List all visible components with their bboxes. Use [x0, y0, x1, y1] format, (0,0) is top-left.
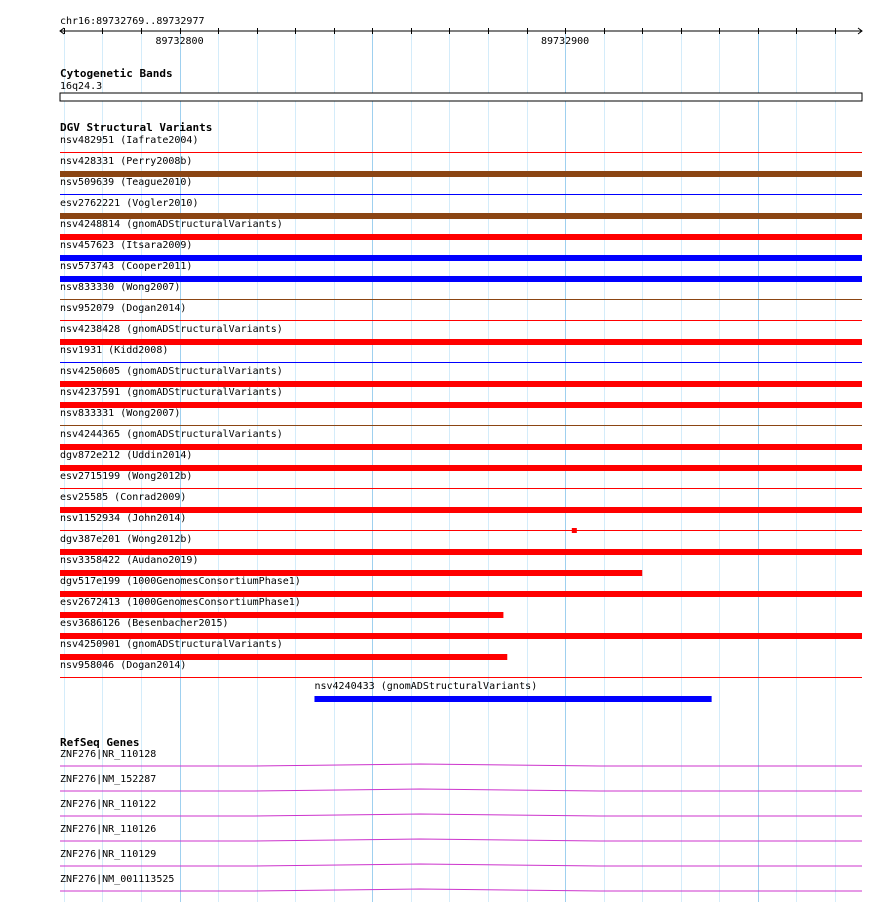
structural-variant-line — [60, 362, 862, 363]
structural-variant-label: nsv952079 (Dogan2014) — [60, 303, 187, 314]
structural-variant-label: nsv833330 (Wong2007) — [60, 282, 181, 293]
structural-variant-feature[interactable] — [60, 534, 862, 555]
dgv-structural-variants-track — [60, 121, 862, 702]
structural-variant-feature[interactable] — [60, 450, 862, 471]
refseq-gene-label: ZNF276|NM_152287 — [60, 774, 157, 785]
structural-variant-label: nsv4238428 (gnomADStructuralVariants) — [60, 324, 283, 335]
structural-variant-feature[interactable] — [60, 639, 507, 660]
cytogenetic-bands-title: Cytogenetic Bands — [60, 67, 173, 80]
structural-variant-line — [60, 488, 862, 489]
structural-variant-label: nsv4244365 (gnomADStructuralVariants) — [60, 429, 283, 440]
coordinate-ruler[interactable] — [60, 16, 862, 47]
structural-variant-label: dgv517e199 (1000GenomesConsortiumPhase1) — [60, 576, 301, 587]
structural-variant-label: esv3686126 (Besenbacher2015) — [60, 618, 229, 629]
structural-variant-line — [60, 194, 862, 195]
structural-variant-feature[interactable] — [60, 240, 862, 261]
structural-variant-label: nsv3358422 (Audano2019) — [60, 555, 199, 566]
structural-variant-line — [60, 425, 862, 426]
structural-variant-label: nsv958046 (Dogan2014) — [60, 660, 187, 671]
cytoband-feature[interactable] — [60, 93, 862, 101]
structural-variant-label: nsv428331 (Perry2008b) — [60, 156, 193, 167]
refseq-gene-label: ZNF276|NR_110129 — [60, 849, 157, 860]
ruler-major-label: 89732900 — [541, 36, 590, 47]
structural-variant-feature[interactable] — [60, 366, 862, 387]
structural-variant-bar — [314, 696, 711, 702]
structural-variant-line — [60, 152, 862, 153]
structural-variant-line — [60, 299, 862, 300]
structural-variant-label: nsv573743 (Cooper2011) — [60, 261, 193, 272]
structural-variant-label: nsv4237591 (gnomADStructuralVariants) — [60, 387, 283, 398]
structural-variant-label: dgv387e201 (Wong2012b) — [60, 534, 193, 545]
structural-variant-label: esv2672413 (1000GenomesConsortiumPhase1) — [60, 597, 301, 608]
structural-variant-label: nsv833331 (Wong2007) — [60, 408, 181, 419]
structural-variant-feature[interactable] — [60, 618, 862, 639]
structural-variant-feature[interactable] — [60, 597, 503, 618]
structural-variant-feature[interactable] — [60, 555, 642, 576]
structural-variant-label: nsv457623 (Itsara2009) — [60, 240, 193, 251]
structural-variant-label: nsv4250901 (gnomADStructuralVariants) — [60, 639, 283, 650]
refseq-gene-label: ZNF276|NM_001113525 — [60, 874, 175, 885]
structural-variant-bar — [572, 528, 577, 533]
structural-variant-label: esv2762221 (Vogler2010) — [60, 198, 199, 209]
structural-variant-label: nsv1152934 (John2014) — [60, 513, 187, 524]
structural-variant-label: nsv4248814 (gnomADStructuralVariants) — [60, 219, 283, 230]
structural-variant-label: nsv1931 (Kidd2008) — [60, 345, 169, 356]
structural-variant-feature[interactable] — [60, 198, 862, 219]
ruler-location-label: chr16:89732769..89732977 — [60, 16, 205, 27]
structural-variant-feature[interactable] — [314, 681, 711, 702]
refseq-genes-title: RefSeq Genes — [60, 736, 140, 749]
structural-variant-label: esv2715199 (Wong2012b) — [60, 471, 193, 482]
structural-variant-feature[interactable] — [60, 324, 862, 345]
structural-variant-label: nsv509639 (Teague2010) — [60, 177, 193, 188]
structural-variant-label: nsv4240433 (gnomADStructuralVariants) — [314, 681, 538, 692]
structural-variant-feature[interactable] — [60, 492, 862, 513]
structural-variant-label: nsv4250605 (gnomADStructuralVariants) — [60, 366, 283, 377]
cytoband-label: 16q24.3 — [60, 81, 103, 92]
refseq-gene-label: ZNF276|NR_110128 — [60, 749, 157, 760]
structural-variant-feature[interactable] — [60, 576, 862, 597]
refseq-gene-label: ZNF276|NR_110122 — [60, 799, 157, 810]
structural-variant-line — [60, 677, 862, 678]
structural-variant-line — [60, 530, 862, 531]
structural-variant-line — [60, 320, 862, 321]
structural-variant-label: esv25585 (Conrad2009) — [60, 492, 187, 503]
structural-variant-feature[interactable] — [60, 156, 862, 177]
structural-variant-label: dgv872e212 (Uddin2014) — [60, 450, 193, 461]
structural-variant-bar — [60, 339, 862, 345]
structural-variant-label: nsv482951 (Iafrate2004) — [60, 135, 199, 146]
refseq-gene-label: ZNF276|NR_110126 — [60, 824, 157, 835]
structural-variant-feature[interactable] — [60, 513, 862, 533]
ruler-major-label: 89732800 — [155, 36, 204, 47]
structural-variant-feature[interactable] — [60, 429, 862, 450]
dgv-features — [60, 135, 862, 702]
structural-variant-feature[interactable] — [60, 261, 862, 282]
structural-variant-feature[interactable] — [60, 219, 862, 240]
dgv-structural-variants-title: DGV Structural Variants — [60, 121, 213, 134]
ruler-ticks — [65, 28, 836, 34]
structural-variant-feature[interactable] — [60, 387, 862, 408]
